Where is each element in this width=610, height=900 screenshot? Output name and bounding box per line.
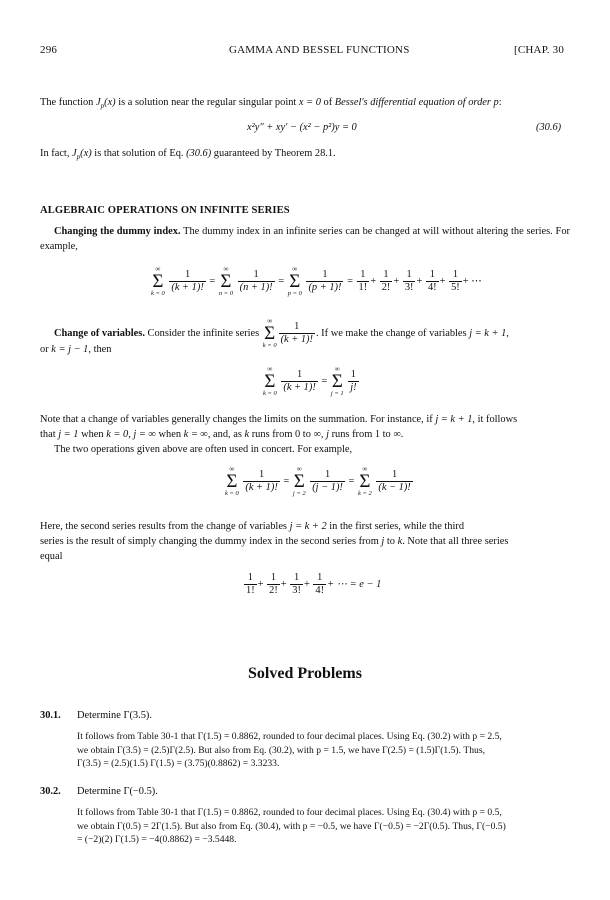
equation-number: (30.6) [536,122,562,133]
problem-number: 30.1. [40,710,61,721]
sum [151,266,165,297]
text: k [244,429,250,440]
change-vars-equation [262,366,360,397]
text: 2! [381,282,391,293]
text: when [155,429,184,440]
text: that [40,429,59,440]
concert-equation [224,466,414,497]
problem-solution [77,806,568,847]
text: ∞ [296,465,302,473]
note-line-1 [40,412,517,427]
text: J [72,148,77,159]
text: n = 0 [218,290,234,297]
text: 3! [404,282,414,293]
text: p [100,102,105,111]
text: is a solution near the regular singular point [115,97,299,108]
text: 3! [292,585,301,596]
text: Here, the second series results from the change of variables [40,521,290,532]
sum [293,466,306,497]
text: , then [88,344,112,355]
fraction [357,269,370,294]
fraction [290,572,303,597]
text: In fact, [40,148,73,159]
text: ∞ [155,265,161,273]
text: 1 [348,369,358,382]
text: + [303,578,310,590]
note-line-2 [40,427,403,442]
text: + [439,275,446,287]
text: (k + 1)! [280,334,313,345]
text: k = 0 [262,342,277,349]
text: = [348,475,355,487]
solution-line: It follows from Table 30-1 that Γ(1.5) = 0.8862, rounded to four decimal places. Using Eq. (30.2) with p = 2.5, [77,731,502,742]
text: + [257,578,264,590]
fraction [279,321,315,346]
text: k = 2 [357,490,372,497]
fraction [376,469,412,494]
solution-line: It follows from Table 30-1 that Γ(1.5) = 0.8862, rounded to four decimal places. Using Eq. (30.4) with p = 0.5, [77,807,502,818]
text: ∞ [267,317,273,325]
here-line-3: equal [40,551,63,562]
text: j! [350,382,357,393]
text: 1 [244,572,257,585]
text: The function [40,97,96,108]
text: j [381,536,385,547]
text: 1! [246,585,255,596]
text: j = 1 [58,429,79,440]
text: (p + 1)! [308,282,342,293]
sum [263,366,277,397]
text: ∞ [223,265,229,273]
text: 1 [238,269,275,282]
text: 4! [427,282,437,293]
text: = [321,375,328,387]
text: (x) [80,148,92,159]
here-line-2 [40,534,508,549]
text: 1 [449,269,462,282]
text: j [326,429,329,440]
text: + ⋯ = e − 1 [327,578,382,590]
running-title: GAMMA AND BESSEL FUNCTIONS [229,44,410,56]
fraction [403,269,416,294]
text: Σ [359,471,371,492]
text: 2! [269,585,278,596]
text: Σ [264,371,276,392]
text: ∞ [334,365,340,373]
text: = [278,275,285,287]
text: (k − 1)! [378,482,411,493]
text: , it follows [472,414,518,425]
text: = [283,475,290,487]
text: 5! [451,282,460,293]
text: Note that a change of variables generally changes the limits on the summation. For instance, if [40,414,436,425]
text: 1 [267,572,280,585]
text: j = 2 [292,490,306,497]
text: (30.6) [186,148,212,159]
text: is that solution of Eq. [91,148,187,159]
text: Σ [226,471,238,492]
sum [358,466,372,497]
text: . Note that all three series [402,536,509,547]
text: (j − 1)! [312,482,343,493]
text: 1 [279,321,315,334]
sum [225,466,239,497]
fraction [267,572,280,597]
text: 1 [290,572,303,585]
text: runs from 0 to ∞, [249,429,327,440]
change-vars-line-1 [54,318,509,349]
text: guaranteed by Theorem 28.1. [211,148,336,159]
solution-line: we obtain Γ(0.5) = 2Γ(1.5). But also from Eq. (30.4), with p = −0.5, we have Γ(−0.5) = −2Γ(0.5). Thus, Γ(−0.5) [77,820,506,832]
text: k = 0 [263,390,277,397]
chapter-label: [CHAP. 30 [514,44,565,56]
text: 1 [380,269,393,282]
text: k = ∞ [183,429,208,440]
problem-solution [77,730,568,771]
text: or [40,344,52,355]
text: = [347,275,353,287]
fraction [449,269,462,294]
text: k = 0, j = ∞ [106,429,156,440]
text: + [370,275,377,287]
here-line-1 [40,519,464,534]
text: j = k + 1, [469,327,509,339]
text: Consider the infinite series [144,327,262,339]
problem-number: 30.2. [40,786,61,797]
text: + [416,275,423,287]
text: (x) [104,97,116,108]
text: to [384,536,398,547]
text: j = k + 1 [435,414,473,425]
section-title: ALGEBRAIC OPERATIONS ON INFINITE SERIES [40,205,290,216]
text: 1 [306,269,343,282]
sum [288,266,302,297]
text: of [320,97,335,108]
fraction [426,269,439,294]
intro-line-1 [40,95,502,114]
solution-line: = (−2)(2) Γ(1.5) = −4(0.8862) = −3.5448. [77,834,237,845]
text: Σ [152,271,164,292]
text: (n + 1)! [239,282,273,293]
text: series is the result of simply changing the dummy index in the second series from [40,536,382,547]
problem-title: Determine Γ(−0.5). [77,786,158,797]
text: Σ [264,323,276,344]
text: Σ [331,371,343,392]
text: The dummy index in an infinite series can be changed at will without altering the series. For example, [40,226,570,252]
text: k [397,536,403,547]
text: p [76,153,81,162]
sum [331,366,344,397]
text: + [393,275,400,287]
fraction [313,572,326,597]
text: x = 0 [298,97,321,108]
text: : [498,97,502,108]
text: ∞ [362,465,368,473]
text: Σ [289,271,301,292]
fraction [281,369,317,394]
dummy-index-paragraph [40,224,570,254]
fraction [238,269,275,294]
fraction [244,572,257,597]
e-minus-one-equation [243,572,381,597]
text: 1! [358,282,368,293]
text: . If we make the change of variables [315,327,470,339]
fraction [169,269,205,294]
text: Σ [293,471,305,492]
problem-title: Determine Γ(3.5). [77,710,152,721]
text: j = k + 2 [289,521,327,532]
text: (k + 1)! [283,382,316,393]
text: Σ [220,271,232,292]
text: + ⋯ [462,275,482,287]
text: k = 0 [151,290,165,297]
text: 1 [403,269,416,282]
fraction [380,269,393,294]
fraction [310,469,345,494]
text: 1 [169,269,205,282]
sum [219,266,233,297]
text: k = j − 1 [51,344,89,355]
text: 1 [243,469,279,482]
text: (k + 1)! [171,282,204,293]
text: in the first series, while the third [326,521,465,532]
solution-line: Γ(3.5) = (2.5)(1.5) Γ(1.5) = (3.75)(0.8862) = 3.3233. [77,758,280,769]
intro-line-2 [40,146,336,165]
text: p = 0 [287,290,302,297]
text: runs from 1 to ∞. [328,429,404,440]
text: when [78,429,107,440]
dummy-index-equation [150,266,482,297]
text: 1 [310,469,345,482]
text: j = 1 [330,390,344,397]
text: = [209,275,216,287]
sum [263,318,277,349]
text: ∞ [267,365,273,373]
solved-problems-title: Solved Problems [248,665,362,682]
text: 1 [281,369,317,382]
text: k = 0 [225,490,239,497]
note-line-3: The two operations given above are often used in concert. For example, [54,444,353,455]
text: 1 [426,269,439,282]
bessel-equation: x²y″ + xy′ − (x² − p²)y = 0 [247,122,357,133]
fraction [243,469,279,494]
page-number: 296 [40,44,58,56]
text: , and, as [207,429,245,440]
text: Changing the dummy index. [54,226,181,237]
change-vars-line-2 [40,342,111,357]
text: 1 [313,572,326,585]
text: 1 [357,269,370,282]
fraction [348,369,358,394]
text: J [95,97,101,108]
text: ∞ [292,265,298,273]
text: + [280,578,287,590]
text: ∞ [229,465,235,473]
text: 4! [315,585,325,596]
text: (k + 1)! [245,482,278,493]
solution-line: we obtain Γ(3.5) = (2.5)Γ(2.5). But also from Eq. (30.2), with p = 1.5, we have Γ(2.5) = (1.5)Γ(1.5). Thus, [77,744,485,756]
text: 1 [376,469,412,482]
text: Bessel's differential equation of order p [334,97,499,108]
fraction [306,269,343,294]
text: Change of variables. [54,327,145,339]
